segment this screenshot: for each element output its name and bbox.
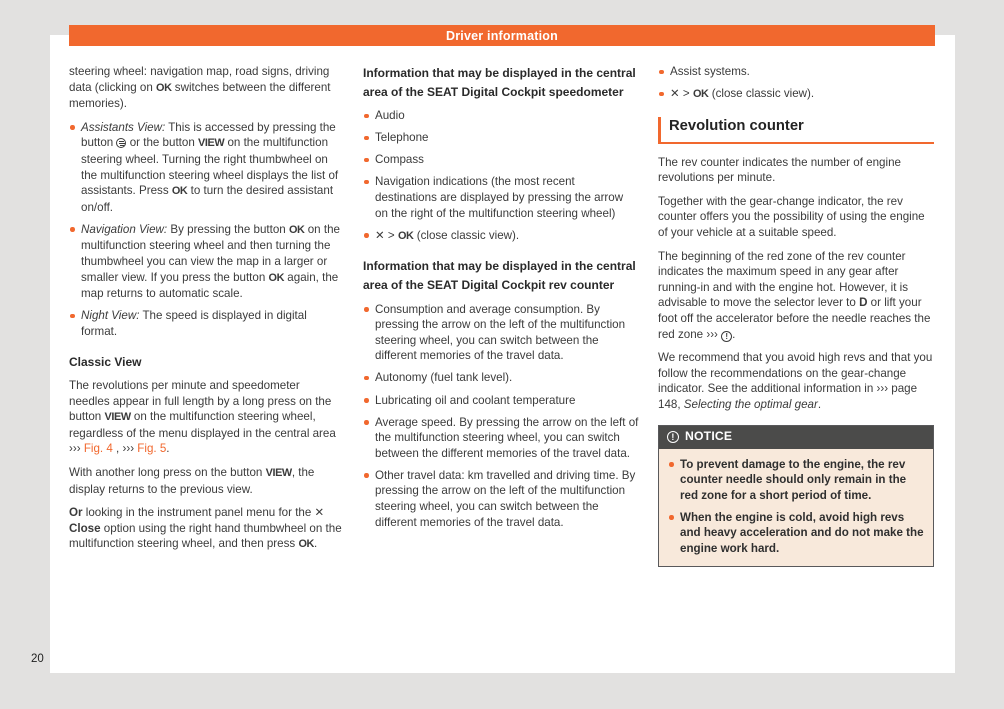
text-run: Close — [69, 521, 101, 535]
bullet-item — [363, 228, 639, 245]
text-run: Revolution counter — [669, 117, 804, 134]
notice-exclamation-icon: ! — [667, 431, 679, 443]
text-run: By pressing the button — [167, 222, 289, 236]
bullet-marker — [364, 136, 369, 141]
bullet-item — [363, 152, 639, 168]
bullet-marker — [364, 307, 369, 312]
text-run: VIEW — [198, 137, 225, 150]
text-run: Compass — [375, 153, 424, 167]
bullet-item — [363, 302, 639, 364]
bullet-item — [363, 370, 639, 386]
text-run: OK — [397, 229, 414, 242]
text-run: Or — [69, 506, 83, 520]
text-run: Average speed. By pressing the arrow on the left of the multifunction steering wheel, you can switch between the different memories of the travel data. — [375, 415, 639, 460]
text-run: , ››› — [112, 442, 138, 456]
text-run: Audio — [375, 109, 405, 123]
bullet-item — [69, 308, 342, 339]
text-run: Other travel data: km travelled and driving time. By pressing the arrow on the left of the multifunction steering wheel, you can switch between the different memories of the travel data. — [375, 468, 636, 529]
bullet-item — [658, 64, 934, 80]
page-number: 20 — [31, 653, 44, 665]
text-run: The revolutions per minute and speedometer needles appear in full length by a long press on the button — [69, 379, 332, 424]
bullet-item — [363, 174, 639, 221]
bullet-item — [363, 468, 639, 530]
text-run: . — [732, 327, 736, 341]
text-column-center — [363, 64, 639, 537]
bullet-item — [658, 86, 934, 103]
bullet-item — [363, 415, 639, 462]
text-run: . — [313, 537, 318, 551]
subsection-heading — [69, 353, 342, 372]
text-run: Selecting the optimal gear — [683, 398, 818, 411]
text-run: ✕ > — [375, 228, 398, 242]
text-run: D — [859, 296, 868, 310]
text-run: . — [817, 398, 822, 411]
notice-box — [658, 425, 934, 567]
section-heading — [658, 117, 934, 144]
text-run: When the engine is cold, avoid high revs and heavy acceleration and do not make the engine work hard. — [680, 510, 924, 556]
text-run: OK — [692, 88, 709, 101]
bullet-marker — [364, 114, 369, 119]
paragraph — [658, 155, 934, 186]
bullet-marker — [659, 92, 664, 97]
text-run: option using the right hand thumbwheel on the multifunction steering wheel, and then press — [69, 521, 342, 551]
text-run: OK — [171, 185, 188, 198]
text-run: switches between the different memories). — [69, 80, 331, 111]
paragraph — [658, 249, 934, 343]
text-run: OK — [288, 223, 305, 236]
text-run: ✕ > — [670, 87, 693, 101]
text-run: Lubricating oil and coolant temperature — [375, 393, 576, 407]
text-run: VIEW — [265, 467, 292, 480]
notice-bullet-item — [668, 457, 924, 504]
text-run: steering wheel: navigation map, road signs, driving data (clicking on — [69, 65, 330, 94]
text-run: Assistants View: — [81, 120, 166, 134]
text-run: Consumption and average consumption. By pressing the arrow on the left of the multifunction steering wheel, you can switch between the different memories of the travel data. — [375, 302, 626, 363]
text-run: to turn the desired assistant on/off. — [81, 184, 334, 214]
text-run: Telephone — [375, 131, 429, 145]
bullet-marker — [364, 376, 369, 381]
text-run: , the display returns to the previous view. — [69, 466, 315, 496]
text-run: Navigation indications (the most recent destinations are displayed by pressing the arrow on the right of the multifunction steering wheel) — [375, 175, 624, 220]
paragraph — [658, 350, 934, 412]
text-run: or lift your foot off the accelerator before the needle reaches the red zone ››› — [658, 296, 931, 341]
paragraph — [69, 505, 342, 553]
text-run: on the multifunction steering wheel. Turning the right thumbwheel on the multifunction steering wheel displays the list of assistants. Press — [81, 136, 339, 198]
text-run: Autonomy (fuel tank level). — [375, 371, 513, 385]
bullet-item — [363, 108, 639, 124]
bullet-marker — [70, 314, 75, 319]
manual-page — [50, 35, 955, 673]
text-run: . — [166, 442, 170, 456]
paragraph — [69, 378, 342, 457]
text-run: The speed is displayed in digital format. — [81, 309, 307, 338]
text-run: VIEW — [104, 411, 131, 424]
text-run: Information that may be displayed in the central area of the SEAT Digital Cockpit speedometer — [363, 66, 636, 99]
text-run: OK — [268, 271, 285, 284]
text-run: again, the map returns to automatic scale. — [81, 270, 339, 301]
chapter-header-bar — [69, 25, 935, 46]
bullet-marker — [364, 473, 369, 478]
text-column-left — [69, 64, 342, 561]
text-run: To prevent damage to the engine, the rev counter needle should only remain in the red zone for a short period of time. — [680, 457, 907, 502]
bullet-marker — [659, 70, 664, 75]
subsection-heading — [363, 257, 639, 294]
bullet-marker — [364, 233, 369, 238]
cross-reference-link[interactable]: Fig. 4 — [83, 442, 113, 456]
subsection-heading — [363, 64, 639, 101]
caution-circle-icon: ! — [721, 331, 732, 342]
bullet-marker — [70, 227, 75, 232]
bullet-marker — [364, 158, 369, 163]
text-run: OK — [298, 538, 314, 551]
text-run: (close classic view). — [708, 87, 815, 101]
bullet-item — [69, 120, 342, 216]
bullet-item — [363, 393, 639, 409]
text-run: We recommend that you avoid high revs and that you follow the recommendations on the gear-change indicator. See the additional information in ››› page 148, — [658, 351, 933, 411]
text-run: This is accessed by pressing the button — [81, 120, 336, 150]
bullet-marker — [669, 462, 674, 467]
paragraph — [658, 194, 934, 241]
bullet-marker — [364, 180, 369, 185]
text-run: or the button — [126, 136, 199, 150]
text-run: Information that may be displayed in the central area of the SEAT Digital Cockpit rev counter — [363, 259, 636, 292]
text-run: Together with the gear-change indicator, the rev counter offers you the possibility of using the engine of your vehicle at a suitable speed. — [658, 194, 925, 240]
text-run: Navigation View: — [81, 222, 168, 236]
cross-reference-link[interactable]: Fig. 5 — [137, 442, 167, 456]
notice-title: NOTICE — [685, 429, 733, 444]
text-run: on the multifunction steering wheel and then turning the thumbwheel you can view the map in a larger or smaller view. If you press the button — [81, 222, 340, 284]
text-run: The beginning of the red zone of the rev counter indicates the maximum speed in any gear after running-in and with the engine hot. However, it is advisable to move the selector lever to — [658, 249, 909, 310]
chapter-title: Driver information — [446, 28, 558, 43]
text-run: OK — [156, 81, 172, 94]
assist-view-button-icon — [116, 138, 126, 148]
bullet-marker — [70, 125, 75, 130]
bullet-marker — [364, 398, 369, 403]
bullet-marker — [364, 420, 369, 425]
text-run: Assist systems. — [670, 65, 750, 78]
text-run: looking in the instrument panel menu for the ✕ — [82, 506, 325, 520]
text-run: (close classic view). — [413, 228, 520, 242]
bullet-item — [363, 130, 639, 146]
text-run: Classic View — [69, 354, 142, 369]
text-column-right — [658, 64, 934, 567]
paragraph — [69, 465, 342, 497]
text-run: on the multifunction steering wheel, regardless of the menu displayed in the central area ››› — [69, 410, 336, 456]
text-run: The rev counter indicates the number of engine revolutions per minute. — [658, 155, 901, 185]
paragraph — [69, 64, 342, 112]
bullet-marker — [669, 515, 674, 520]
text-run: With another long press on the button — [69, 466, 266, 480]
text-run: Night View: — [81, 309, 140, 323]
bullet-item — [69, 222, 342, 302]
notice-header — [659, 426, 933, 449]
notice-bullet-item — [668, 510, 924, 557]
notice-body — [659, 449, 933, 566]
